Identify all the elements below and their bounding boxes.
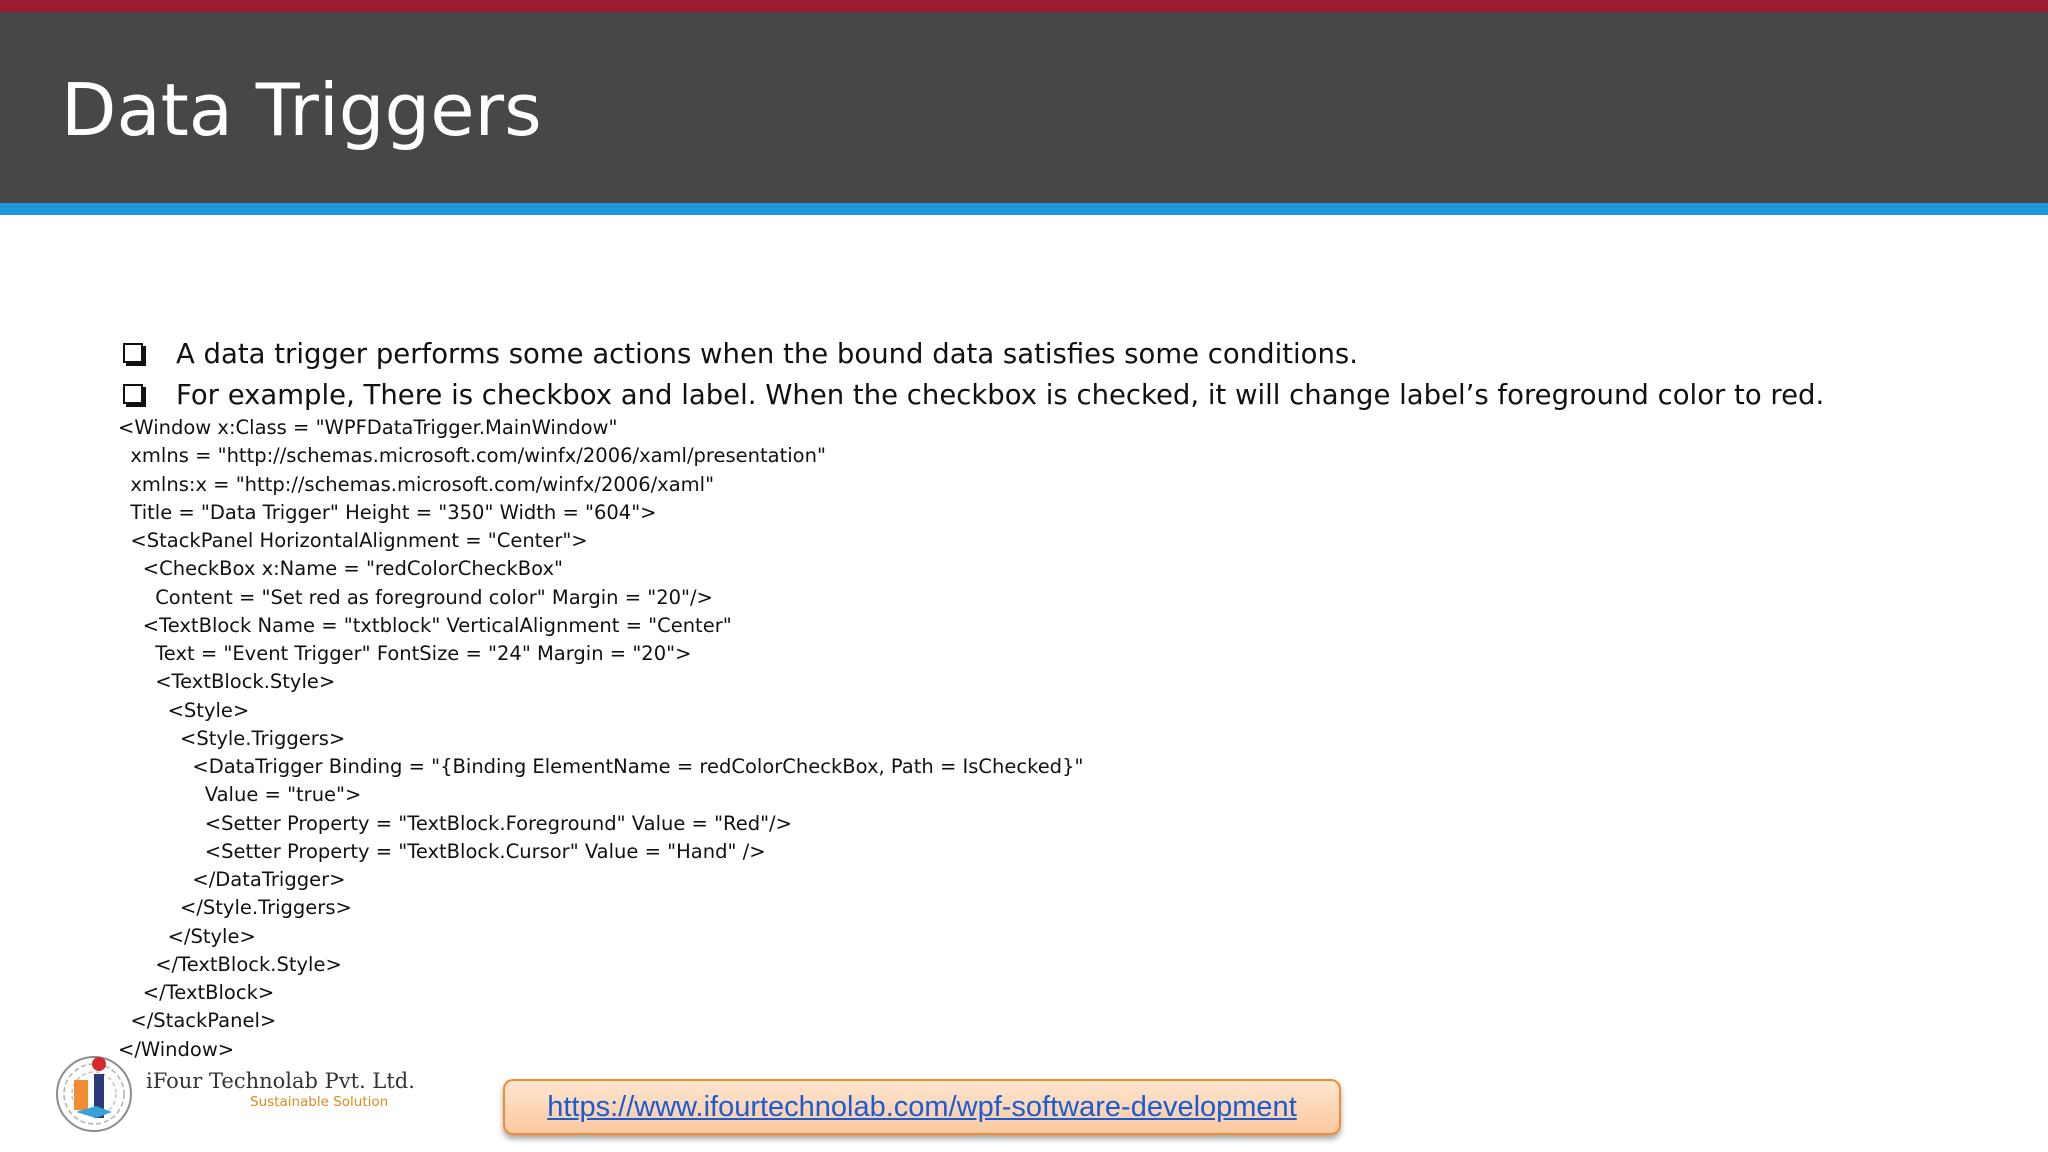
code-line: Content = "Set red as foreground color" Margin = "20"/>	[118, 585, 713, 609]
hollow-square-bullet-icon	[123, 384, 143, 404]
code-line: Text = "Event Trigger" FontSize = "24" Margin = "20">	[118, 642, 692, 665]
header-blue-stripe	[0, 203, 2048, 215]
bullet-item	[120, 334, 1824, 375]
code-line: <Style.Triggers>	[118, 726, 346, 750]
code-line: </DataTrigger>	[118, 868, 346, 891]
code-line: <CheckBox x:Name = "redColorCheckBox"	[118, 557, 563, 581]
code-line: </TextBlock>	[118, 981, 275, 1004]
ifour-logo-icon	[50, 1050, 140, 1134]
code-line: <Style>	[118, 698, 250, 722]
xaml-code-block	[118, 414, 1083, 1064]
company-name: iFour Technolab Pvt. Ltd.	[146, 1069, 415, 1093]
code-line: </Style.Triggers>	[118, 896, 352, 920]
code-line: </Window>	[118, 1037, 235, 1061]
code-line: Value = "true">	[118, 783, 362, 807]
url-callout-box	[503, 1079, 1341, 1135]
top-accent-bar	[0, 0, 2048, 12]
code-line: <DataTrigger Binding = "{Binding ElementName = redColorCheckBox, Path = IsChecked}"	[118, 755, 1084, 778]
code-line: xmlns:x = "http://schemas.microsoft.com/winfx/2006/xaml"	[118, 472, 715, 496]
code-line: xmlns = "http://schemas.microsoft.com/winfx/2006/xaml/presentation"	[118, 444, 826, 468]
code-line: </Style>	[118, 924, 256, 948]
bullet-text: For example, There is checkbox and label. When the checkbox is checked, it will change label’s foreground color to red.	[176, 379, 1825, 411]
code-line: <TextBlock Name = "txtblock" VerticalAlignment = "Center"	[118, 613, 732, 637]
code-line: <Setter Property = "TextBlock.Foreground" Value = "Red"/>	[118, 811, 792, 835]
bullet-item	[120, 375, 1824, 416]
code-line: <StackPanel HorizontalAlignment = "Center">	[118, 529, 588, 552]
slide-title: Data Triggers	[61, 68, 542, 152]
code-line: <TextBlock.Style>	[118, 670, 336, 694]
bullet-text: A data trigger performs some actions when the bound data satisfies some conditions.	[176, 338, 1358, 370]
code-line: <Setter Property = "TextBlock.Cursor" Value = "Hand" />	[118, 839, 766, 863]
code-line: </StackPanel>	[118, 1009, 277, 1033]
website-link[interactable]: https://www.ifourtechnolab.com/wpf-software-development	[547, 1090, 1297, 1123]
code-line: Title = "Data Trigger" Height = "350" Width = "604">	[118, 500, 657, 524]
bullet-list	[120, 334, 1824, 416]
code-line: <Window x:Class = "WPFDataTrigger.MainWindow"	[118, 416, 618, 439]
company-tagline: Sustainable Solution	[250, 1094, 389, 1110]
hollow-square-bullet-icon	[123, 343, 143, 363]
code-line: </TextBlock.Style>	[118, 952, 342, 976]
